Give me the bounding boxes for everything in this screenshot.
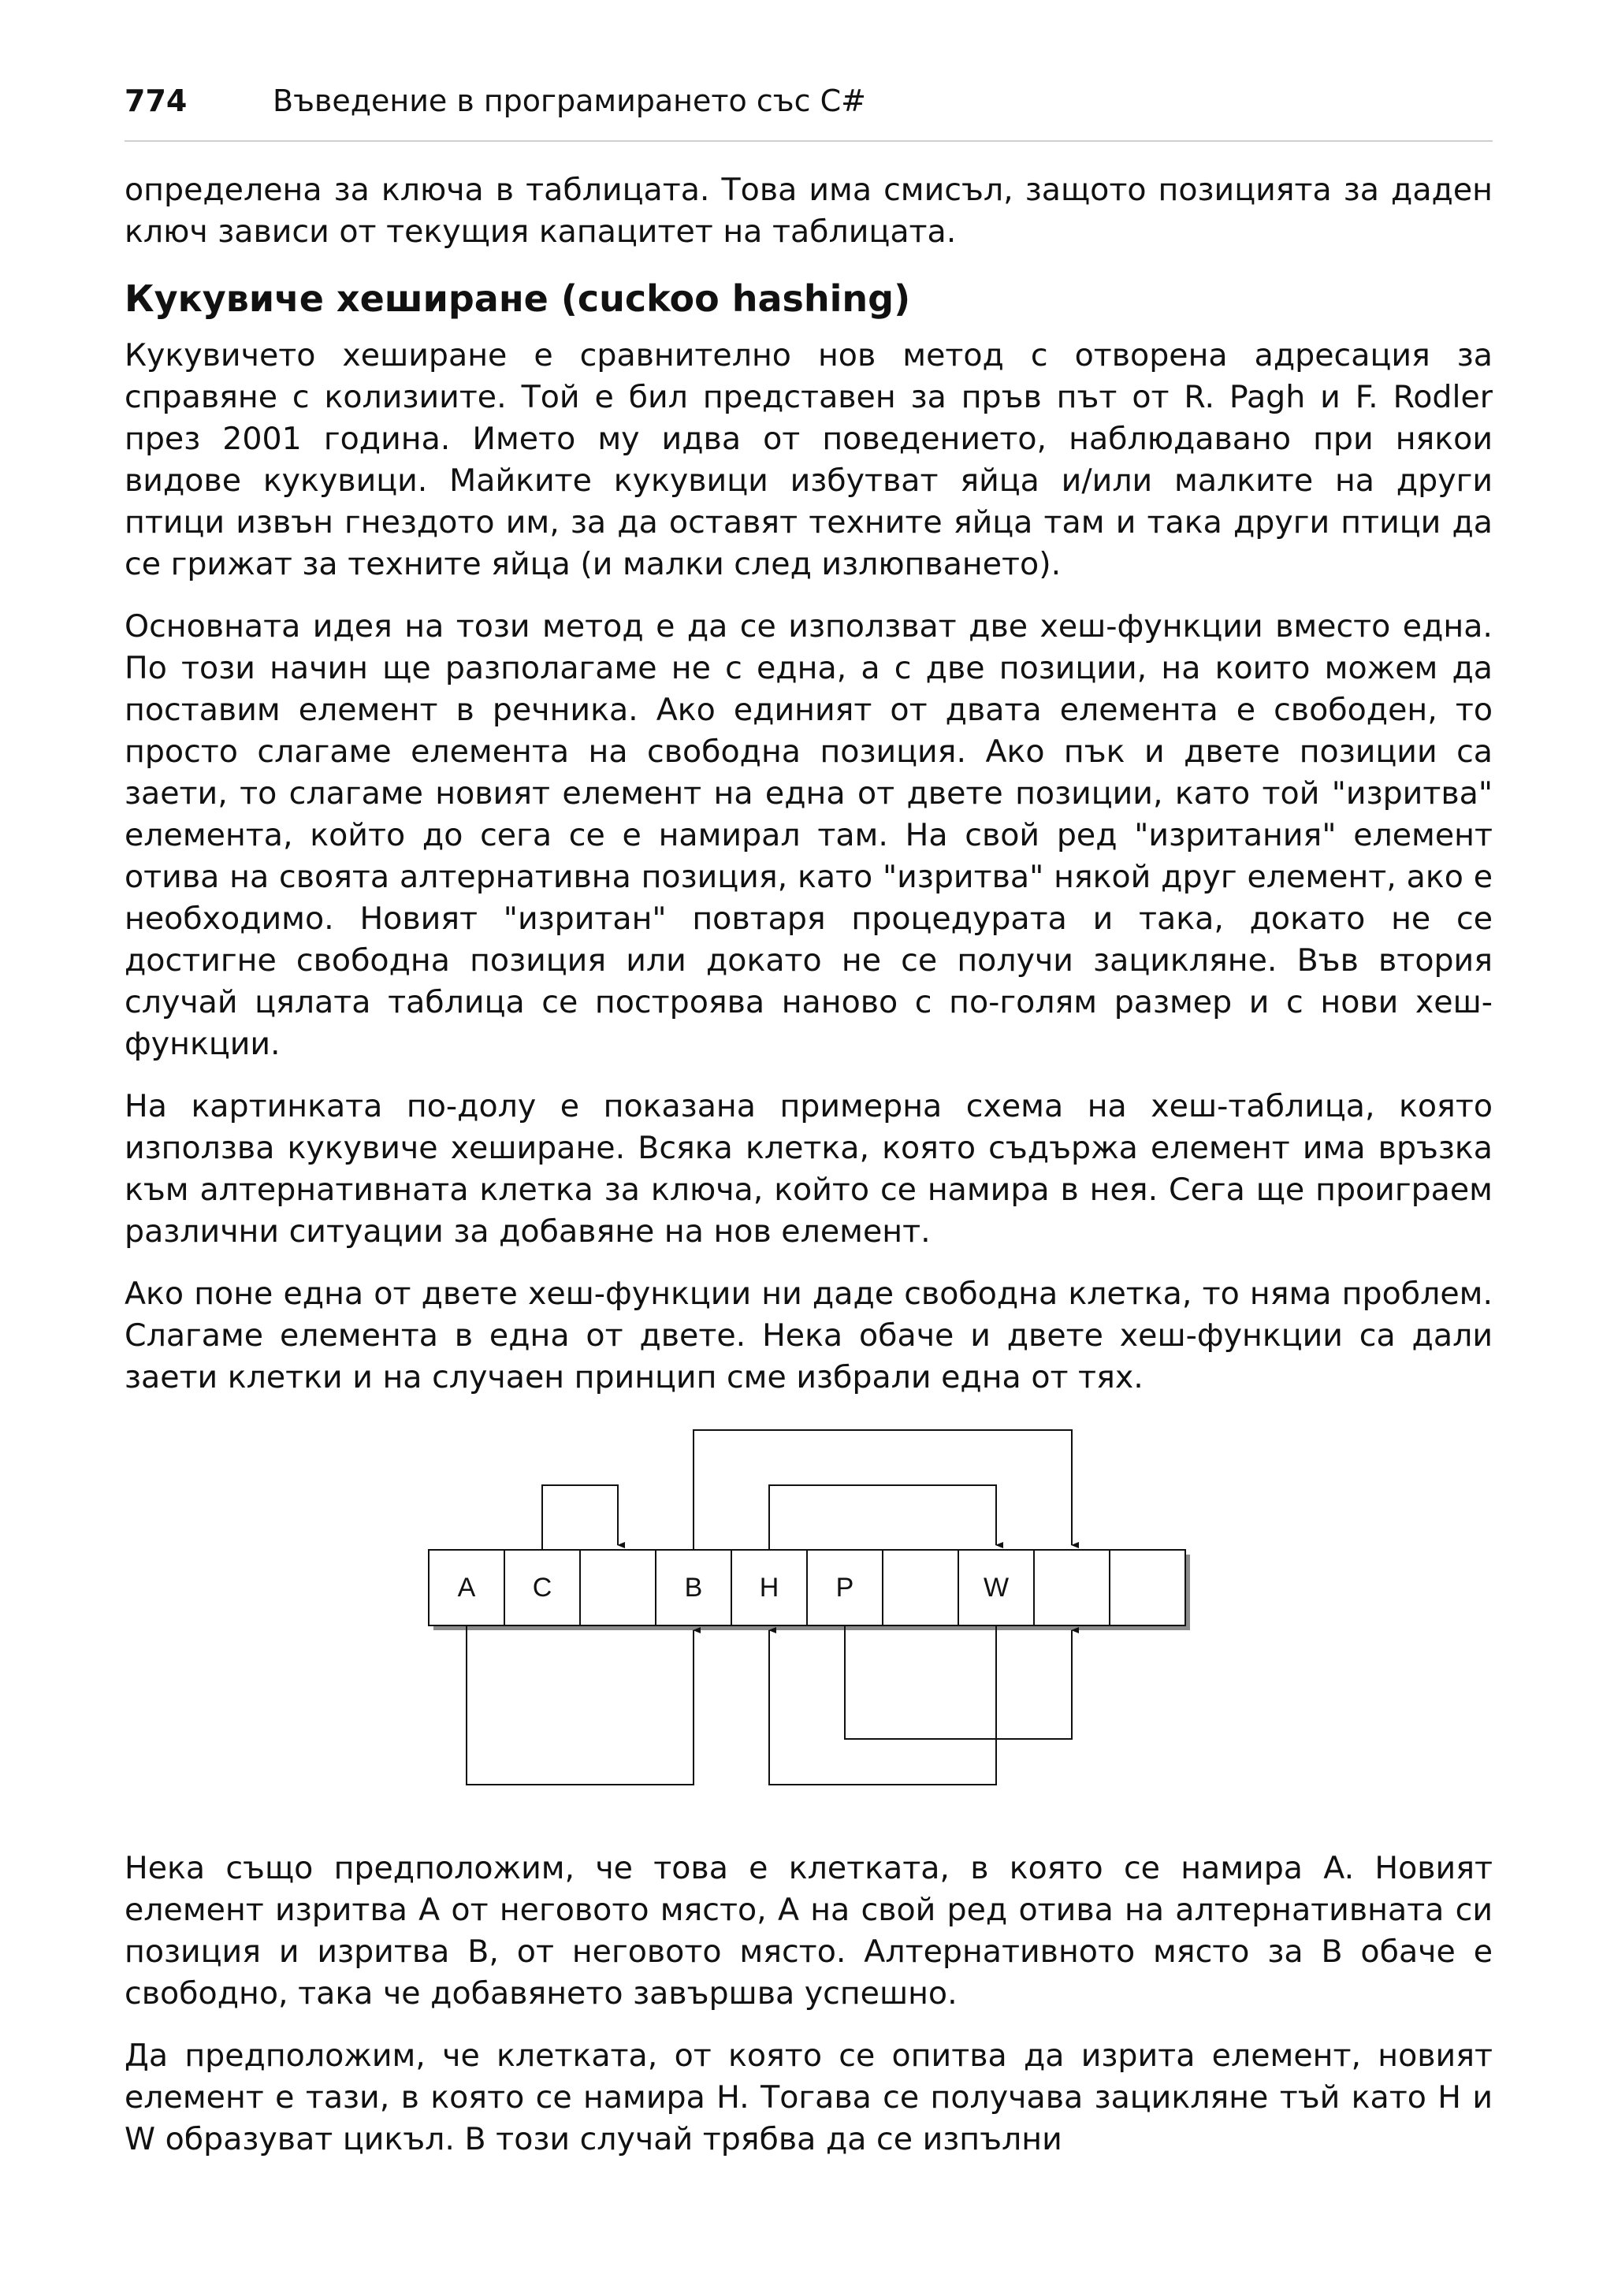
page-content — [125, 169, 1493, 2181]
cell-label: B — [684, 1573, 703, 1603]
cuckoo-hash-table-diagram — [125, 1419, 1493, 1829]
cell-label: A — [457, 1573, 476, 1603]
cell-label — [883, 1550, 958, 1625]
cell-label: H — [759, 1573, 779, 1603]
cell-label — [1110, 1550, 1185, 1625]
link-c-to-empty — [542, 1485, 618, 1550]
paragraph-scenario-a: Нека също предположим, че това е клетката, в която се намира A. Новият елемент изритва A от неговото място, A на свой ред отива на алтернативната си позиция и изритва B, от неговото място. Алтернативното място за B обаче е свободно, така че добавянето завършва успешно. — [125, 1850, 1493, 2012]
link-w-to-h — [769, 1625, 996, 1785]
link-p-to-cell-9 — [845, 1625, 1072, 1739]
cell-label: C — [532, 1573, 552, 1603]
link-a-to-b — [467, 1625, 694, 1785]
link-b-to-cell-9 — [694, 1430, 1072, 1550]
cell-label: W — [983, 1573, 1010, 1603]
header-divider — [125, 140, 1493, 142]
paragraph-continuation: определена за ключа в таблицата. Това има смисъл, защото позицията за даден ключ зависи от текущия капацитет на таблицата. — [125, 172, 1493, 250]
paragraph-figure-intro: На картинката по-долу е показана примерна схема на хеш-таблица, която използва кукувиче хеширане. Всяка клетка, която съдържа елемент има връзка към алтернативната клетка за ключа, който се намира в нея. Сега ще проиграем различни ситуации за добавяне на нов елемент. — [125, 1088, 1493, 1250]
paragraph-scenario-h: Да предположим, че клетката, от която се опитва да изрита елемент, новият елемент е тази, в която се намира H. Тогава се получава зацикляне тъй като H и W образуват цикъл. В този случай трябва да се изпълни — [125, 2038, 1493, 2157]
page-header — [125, 80, 1493, 143]
cell-label — [580, 1550, 656, 1625]
link-h-to-w — [769, 1485, 996, 1550]
book-title: Въведение в програмирането със C# — [273, 84, 866, 118]
section-heading: Кукувиче хеширане (cuckoo hashing) — [125, 277, 911, 320]
paragraph-intro: Кукувичето хеширане е сравнително нов метод с отворена адресация за справяне с колизиите. Той е бил представен за пръв път от R. Pagh и F. Rodler през 2001 година. Името му идва от поведението, наблюдавано при някои видове кукувици. Майките кукувици избутват яйца и/или малките на други птици извън гнездото им, за да оставят техните яйца там и така други птици да се грижат за техните яйца (и малки след излюпването). — [125, 337, 1493, 582]
paragraph-free-cell: Ако поне една от двете хеш-функции ни даде свободна клетка, то няма проблем. Слагаме елемента в една от двете. Нека обаче и двете хеш-функции са дали заети клетки и на случаен принцип сме избрали една от тях. — [125, 1276, 1493, 1395]
cell-label — [1034, 1550, 1110, 1625]
cell-label: P — [835, 1573, 854, 1603]
page-number: 774 — [125, 84, 188, 118]
paragraph-main-idea: Основната идея на този метод е да се използват две хеш-функции вместо една. По този начин ще разполагаме не с една, а с две позиции, на които можем да поставим елемент в речника. Ако единият от двата елемента е свободен, то просто слагаме елемента на свободна позиция. Ако пък и двете позиции са заети, то слагаме новият елемент на една от двете позиции, като той "изритва" елемента, който до сега се е намирал там. На свой ред "изритания" елемент отива на своята алтернативна позиция, като "изритва" някой друг елемент, ако е необходимо. Новият "изритан" повтаря процедурата и така, докато не се достигне свободна позиция или докато не се получи зацикляне. Във втория случай цялата таблица се построява наново с по-голям размер и с нови хеш-функции. — [125, 608, 1493, 1062]
